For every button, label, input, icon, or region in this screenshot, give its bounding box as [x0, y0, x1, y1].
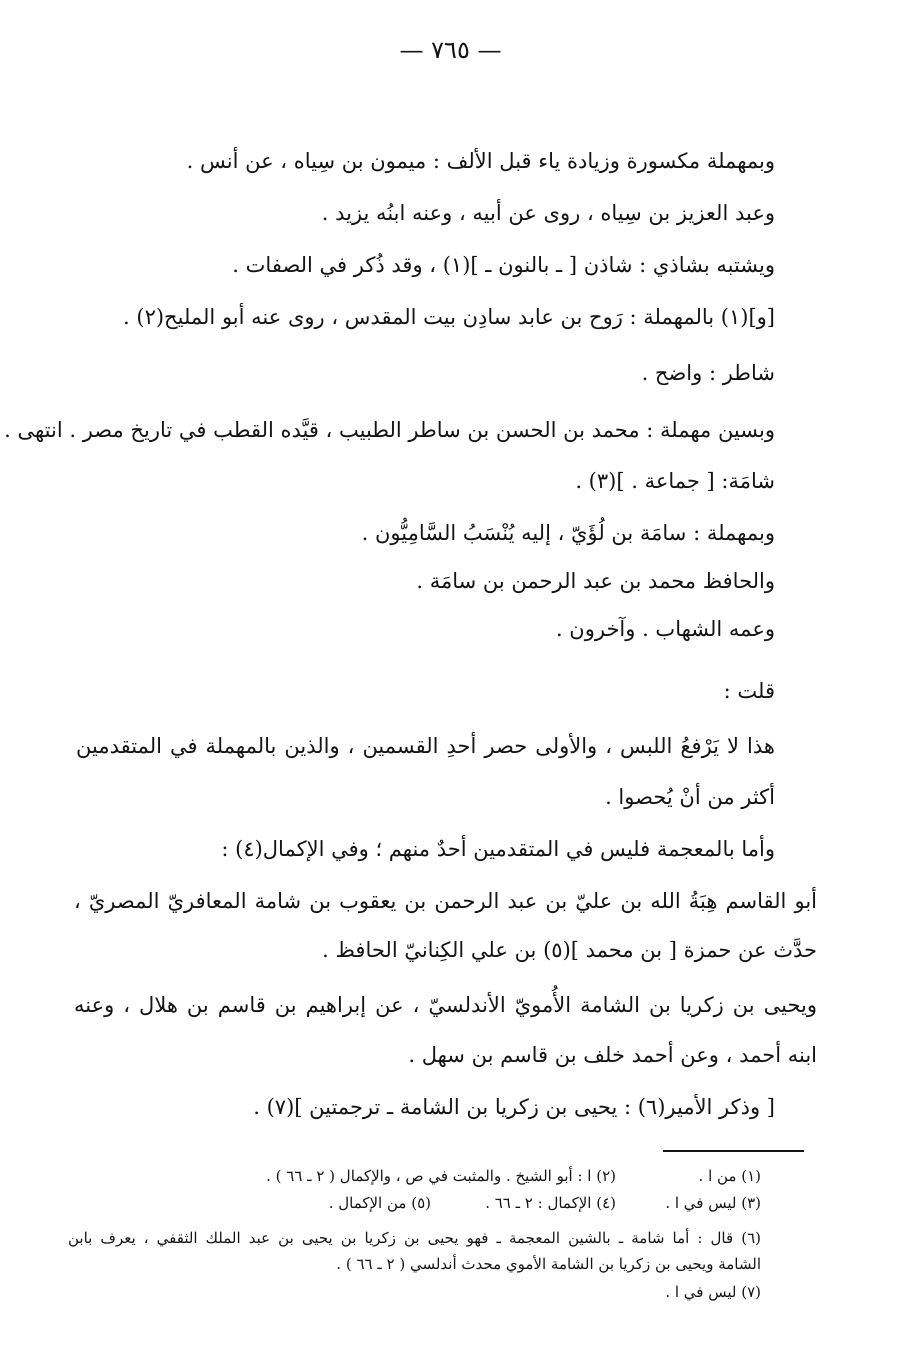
footnote-row	[180, 1165, 761, 1187]
text-line: [و](١) بالمهملة : رَوح بن عابد سادِن بيت المقدس ، روى عنه أبو المليح(٢) .	[123, 305, 775, 329]
text-line: وبمهملة : سامَة بن لُؤَيّ ، إليه يُنْسَبُ السَّامِيُّون .	[361, 521, 775, 545]
text-line: وعبد العزيز بن سِياه ، روى عن أبيه ، وعنه ابنُه يزيد .	[321, 201, 775, 225]
text-line: ويحيى بن زكريا بن الشامة الأُمويّ الأندلسيّ ، عن إبراهيم بن قاسم بن هلال ، وعنه	[74, 993, 817, 1017]
text-line: ابنه أحمد ، وعن أحمد خلف بن قاسم بن سهل .	[408, 1043, 817, 1067]
text-line: شامَة: [ جماعة . ](٣) .	[575, 469, 775, 493]
footnote: (٦) قال : أما شامة ـ بالشين المعجمة ـ فهو يحيى بن زكريا بن يحيى بن عبد الملك الثقفي ، يعرف بابن	[68, 1229, 761, 1247]
text-line: والحافظ محمد بن عبد الرحمن بن سامَة .	[416, 569, 775, 593]
text-line: حدَّث عن حمزة [ بن محمد ](٥) بن علي الكِنانيّ الحافظ .	[322, 938, 817, 962]
footnote: (٧) ليس في ا .	[665, 1283, 761, 1301]
text-line: قلت :	[723, 679, 775, 703]
text-line: ويشتبه بشاذي : شاذن [ ـ بالنون ـ ](١) ، وقد ذُكر في الصفات .	[232, 253, 775, 277]
text-line: هذا لا يَرْفعُ اللبس ، والأولى حصر أحدِ القسمين ، والذين بالمهملة في المتقدمين	[76, 734, 775, 758]
text-line: وعمه الشهاب . وآخرون .	[555, 617, 775, 641]
footnote: (٣) ليس في ا .	[665, 1194, 761, 1212]
footnote-separator	[663, 1150, 804, 1152]
text-line: شاطر : واضح .	[641, 361, 775, 385]
footnote: الشامة ويحيى بن زكريا بن الشامة الأموي محدث أندلسي ( ٢ ـ ٦٦ ) .	[336, 1255, 761, 1273]
footnote-row	[250, 1192, 761, 1214]
text-line: [ وذكر الأمير(٦) : يحيى بن زكريا بن الشامة ـ ترجمتين ](٧) .	[253, 1095, 775, 1119]
text-line: أكثر من أنْ يُحصوا .	[605, 785, 775, 809]
footnote: (٤) الإكمال : ٢ ـ ٦٦ .	[485, 1194, 616, 1212]
text-line: وبسين مهملة : محمد بن الحسن بن ساطر الطبيب ، قيَّده القطب في تاريخ مصر . انتهى .	[4, 418, 775, 442]
footnote: (٥) من الإكمال .	[328, 1194, 431, 1212]
text-line: وبمهملة مكسورة وزيادة ياء قبل الألف : ميمون بن سِياه ، عن أنس .	[186, 149, 775, 173]
text-line: وأما بالمعجمة فليس في المتقدمين أحدٌ منهم ؛ وفي الإكمال(٤) :	[221, 837, 775, 861]
text-line: أبو القاسم هِبَةُ الله بن عليّ بن عبد الرحمن بن يعقوب بن شامة المعافريّ المصريّ ،	[74, 889, 817, 913]
page-number: — ٧٦٥ —	[399, 36, 502, 64]
footnote: (١) من ا .	[698, 1167, 761, 1185]
footnote: (٢) ا : أبو الشيخ . والمثبت في ص ، والإكمال ( ٢ ـ ٦٦ ) .	[266, 1167, 616, 1185]
